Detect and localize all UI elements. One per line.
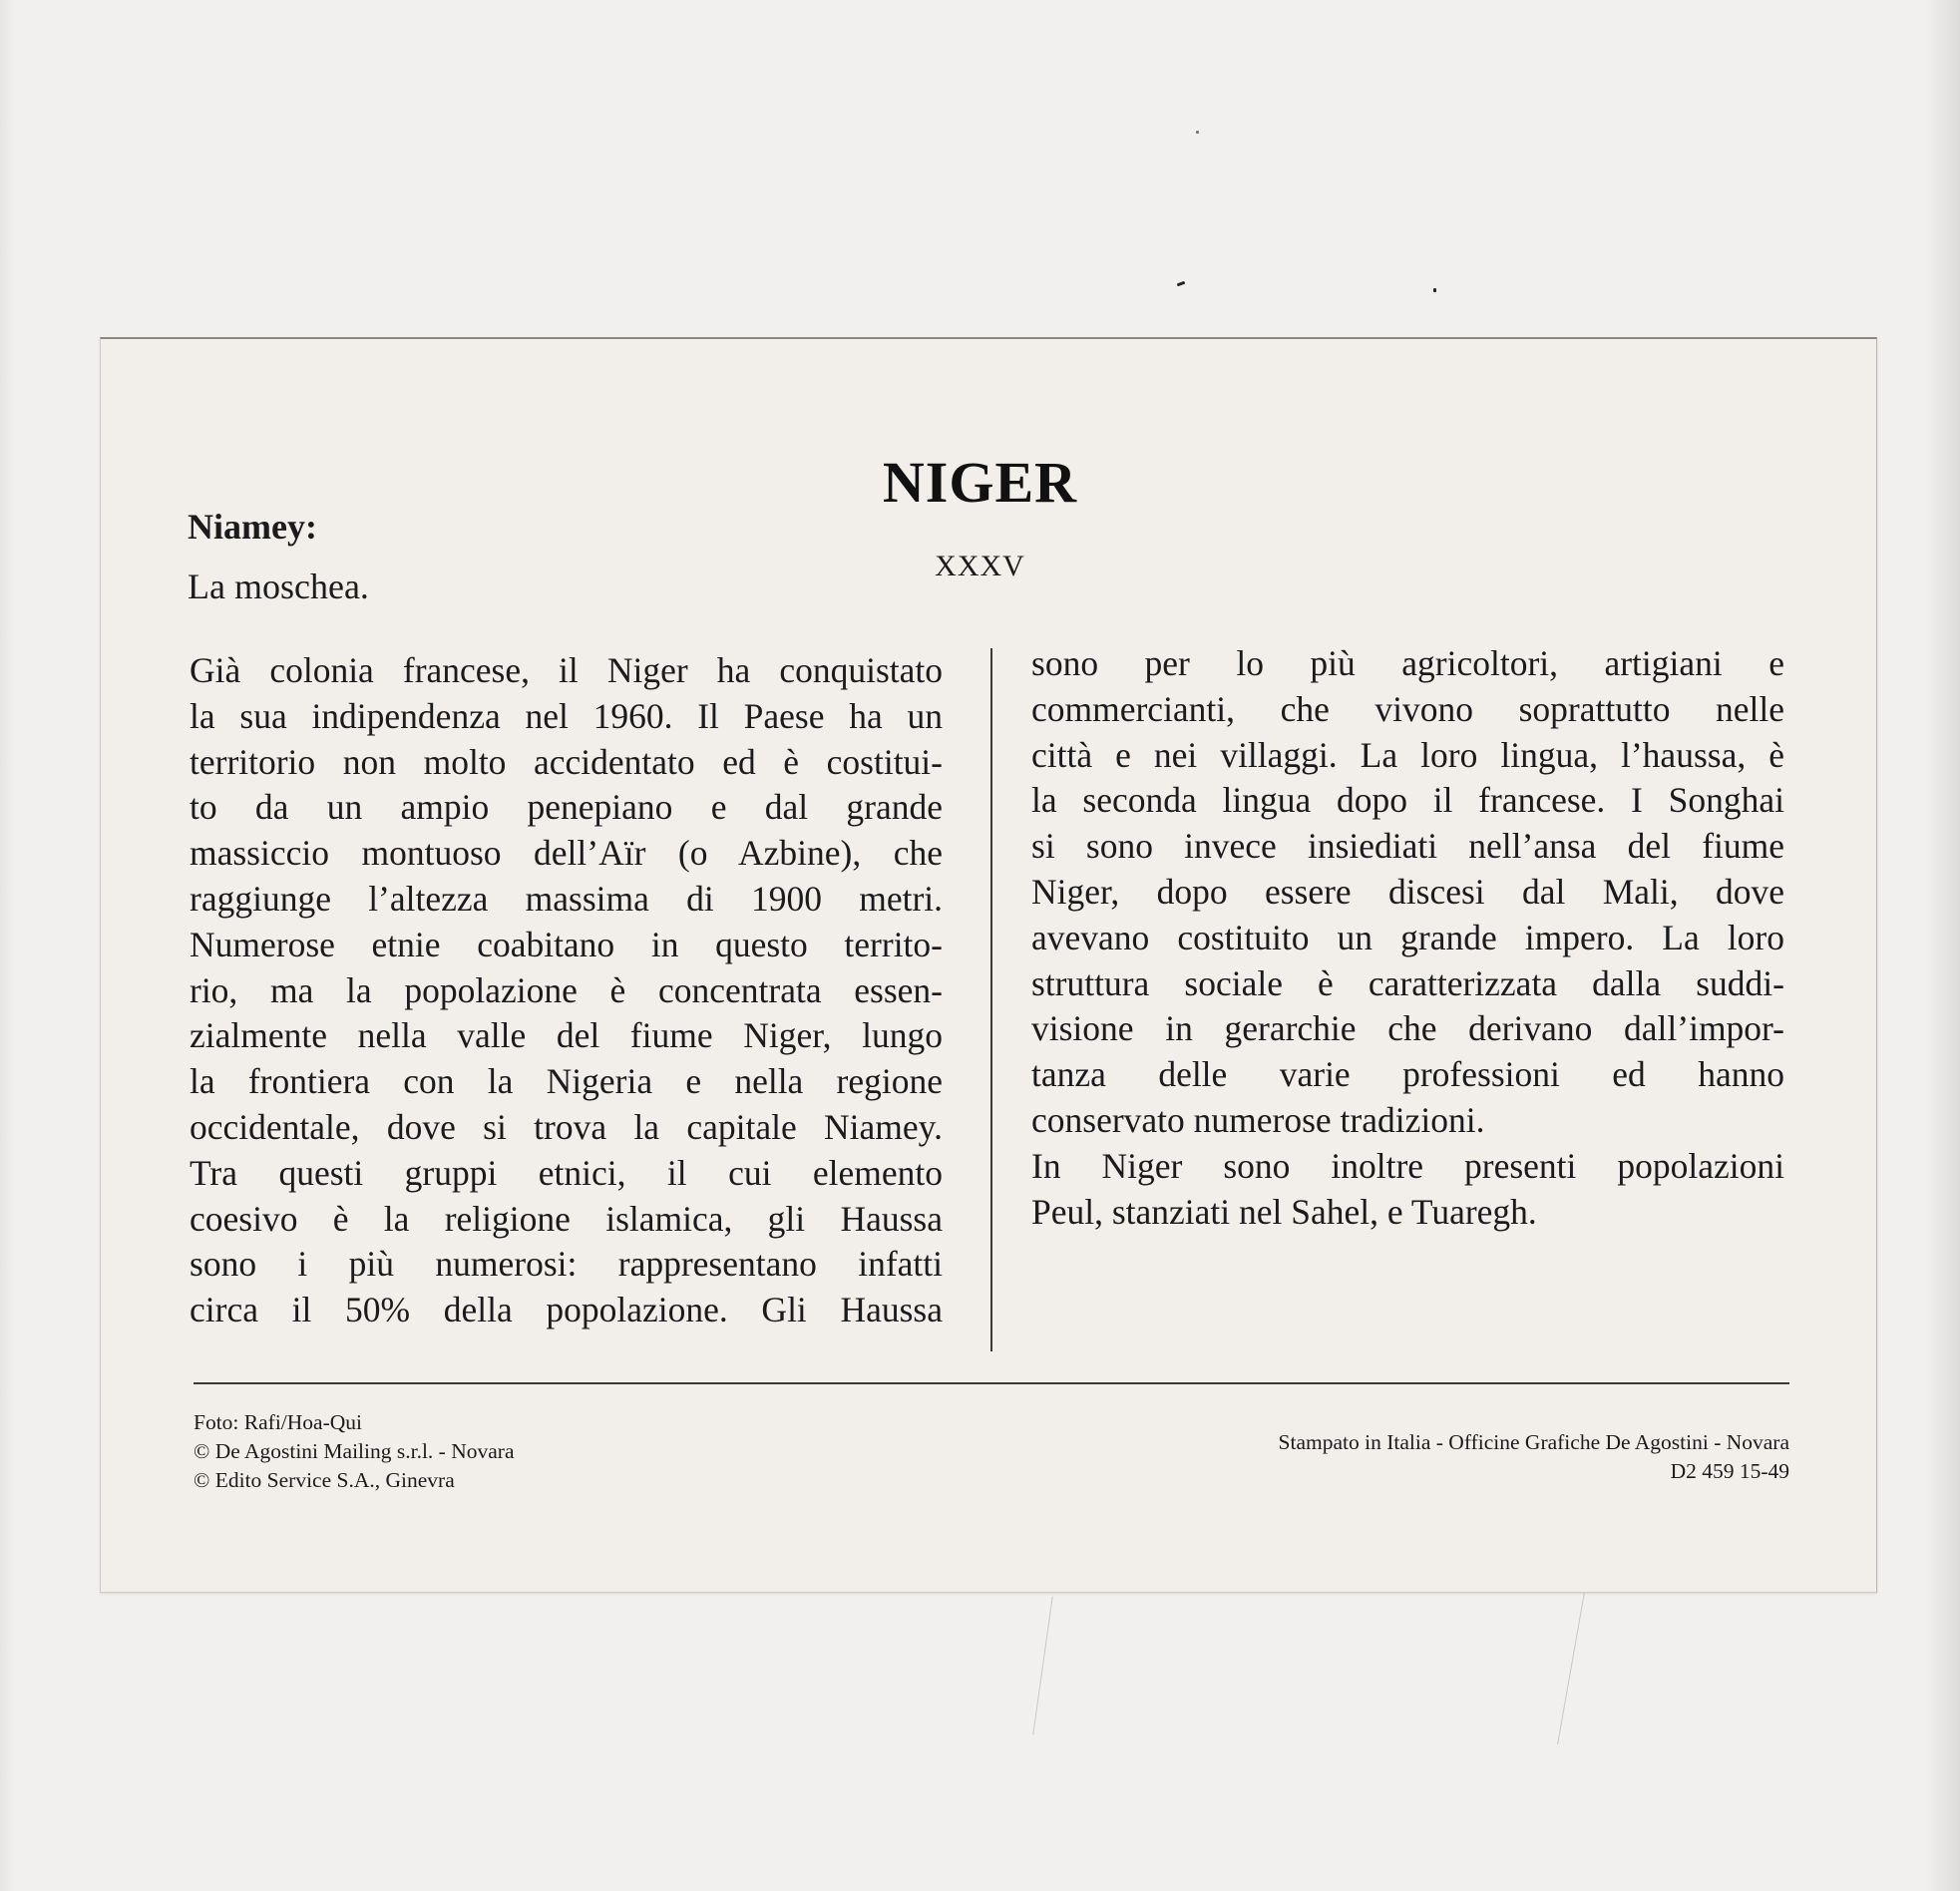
- text-line: Niger, dopo essere discesi dal Mali, dove: [1031, 871, 1784, 912]
- card-title: NIGER: [882, 450, 1078, 515]
- text-line: Già colonia francese, il Niger ha conquistato: [190, 650, 943, 690]
- dust-speck: [1433, 288, 1436, 292]
- text-line: territorio non molto accidentato ed è costitui-: [190, 741, 943, 782]
- text-line: struttura sociale è caratterizzata dalla suddi-: [1031, 962, 1784, 1003]
- text-line: tanza delle varie professioni ed hanno: [1031, 1054, 1784, 1095]
- text-line: sono i più numerosi: rappresentano infatti: [190, 1244, 943, 1285]
- text-line: la seconda lingua dopo il francese. I Songhai: [1031, 780, 1784, 821]
- text-line: commercianti, che vivono soprattutto nelle: [1031, 688, 1784, 729]
- text-line: Numerose etnie coabitano in questo territo-: [190, 924, 943, 964]
- text-line: massiccio montuoso dell’Aïr (o Azbine), che: [190, 833, 943, 874]
- credit-line: © De Agostini Mailing s.r.l. - Novara: [194, 1439, 515, 1463]
- text-column-left: [190, 648, 943, 1333]
- credit-line: Foto: Rafi/Hoa-Qui: [194, 1410, 362, 1434]
- text-line: città e nei villaggi. La loro lingua, l’haussa, è: [1031, 734, 1784, 775]
- text-line: Peul, stanziati nel Sahel, e Tuaregh.: [1031, 1191, 1537, 1232]
- card-number: XXXV: [935, 550, 1025, 582]
- text-line: In Niger sono inoltre presenti popolazioni: [1031, 1145, 1784, 1186]
- photo-credits: [194, 1408, 514, 1495]
- text-line: la sua indipendenza nel 1960. Il Paese ha un: [190, 695, 943, 736]
- text-line: occidentale, dove si trova la capitale Niamey.: [190, 1106, 943, 1147]
- text-line: la frontiera con la Nigeria e nella regione: [190, 1061, 943, 1102]
- printer-info: [1279, 1428, 1789, 1486]
- text-line: si sono invece insiediati nell’ansa del fiume: [1031, 826, 1784, 867]
- photo-caption-place: Niamey:: [188, 507, 317, 547]
- text-line: circa il 50% della popolazione. Gli Haussa: [190, 1290, 943, 1330]
- text-line: sono per lo più agricoltori, artigiani e: [1031, 643, 1784, 683]
- printer-line: Stampato in Italia - Officine Grafiche De Agostini - Novara: [1278, 1430, 1789, 1454]
- text-line: zialmente nella valle del fiume Niger, lungo: [190, 1015, 943, 1056]
- footer-divider: [194, 1382, 1789, 1384]
- photo-caption-subject: La moschea.: [188, 567, 369, 606]
- printer-code: D2 459 15-49: [1670, 1459, 1789, 1483]
- dust-speck: [1196, 131, 1199, 134]
- column-divider: [990, 648, 992, 1351]
- credit-line: © Edito Service S.A., Ginevra: [194, 1468, 455, 1492]
- text-line: to da un ampio penepiano e dal grande: [190, 787, 943, 828]
- text-line: raggiunge l’altezza massima di 1900 metri.: [190, 878, 943, 919]
- text-column-right: [1031, 641, 1784, 1235]
- text-line: rio, ma la popolazione è concentrata essen-: [190, 969, 943, 1010]
- text-line: Tra questi gruppi etnici, il cui elemento: [190, 1152, 943, 1193]
- text-line: avevano costituito un grande impero. La loro: [1031, 917, 1784, 957]
- text-line: coesivo è la religione islamica, gli Haussa: [190, 1198, 943, 1239]
- text-line: visione in gerarchie che derivano dall’impor-: [1031, 1008, 1784, 1049]
- text-line: conservato numerose tradizioni.: [1031, 1099, 1485, 1140]
